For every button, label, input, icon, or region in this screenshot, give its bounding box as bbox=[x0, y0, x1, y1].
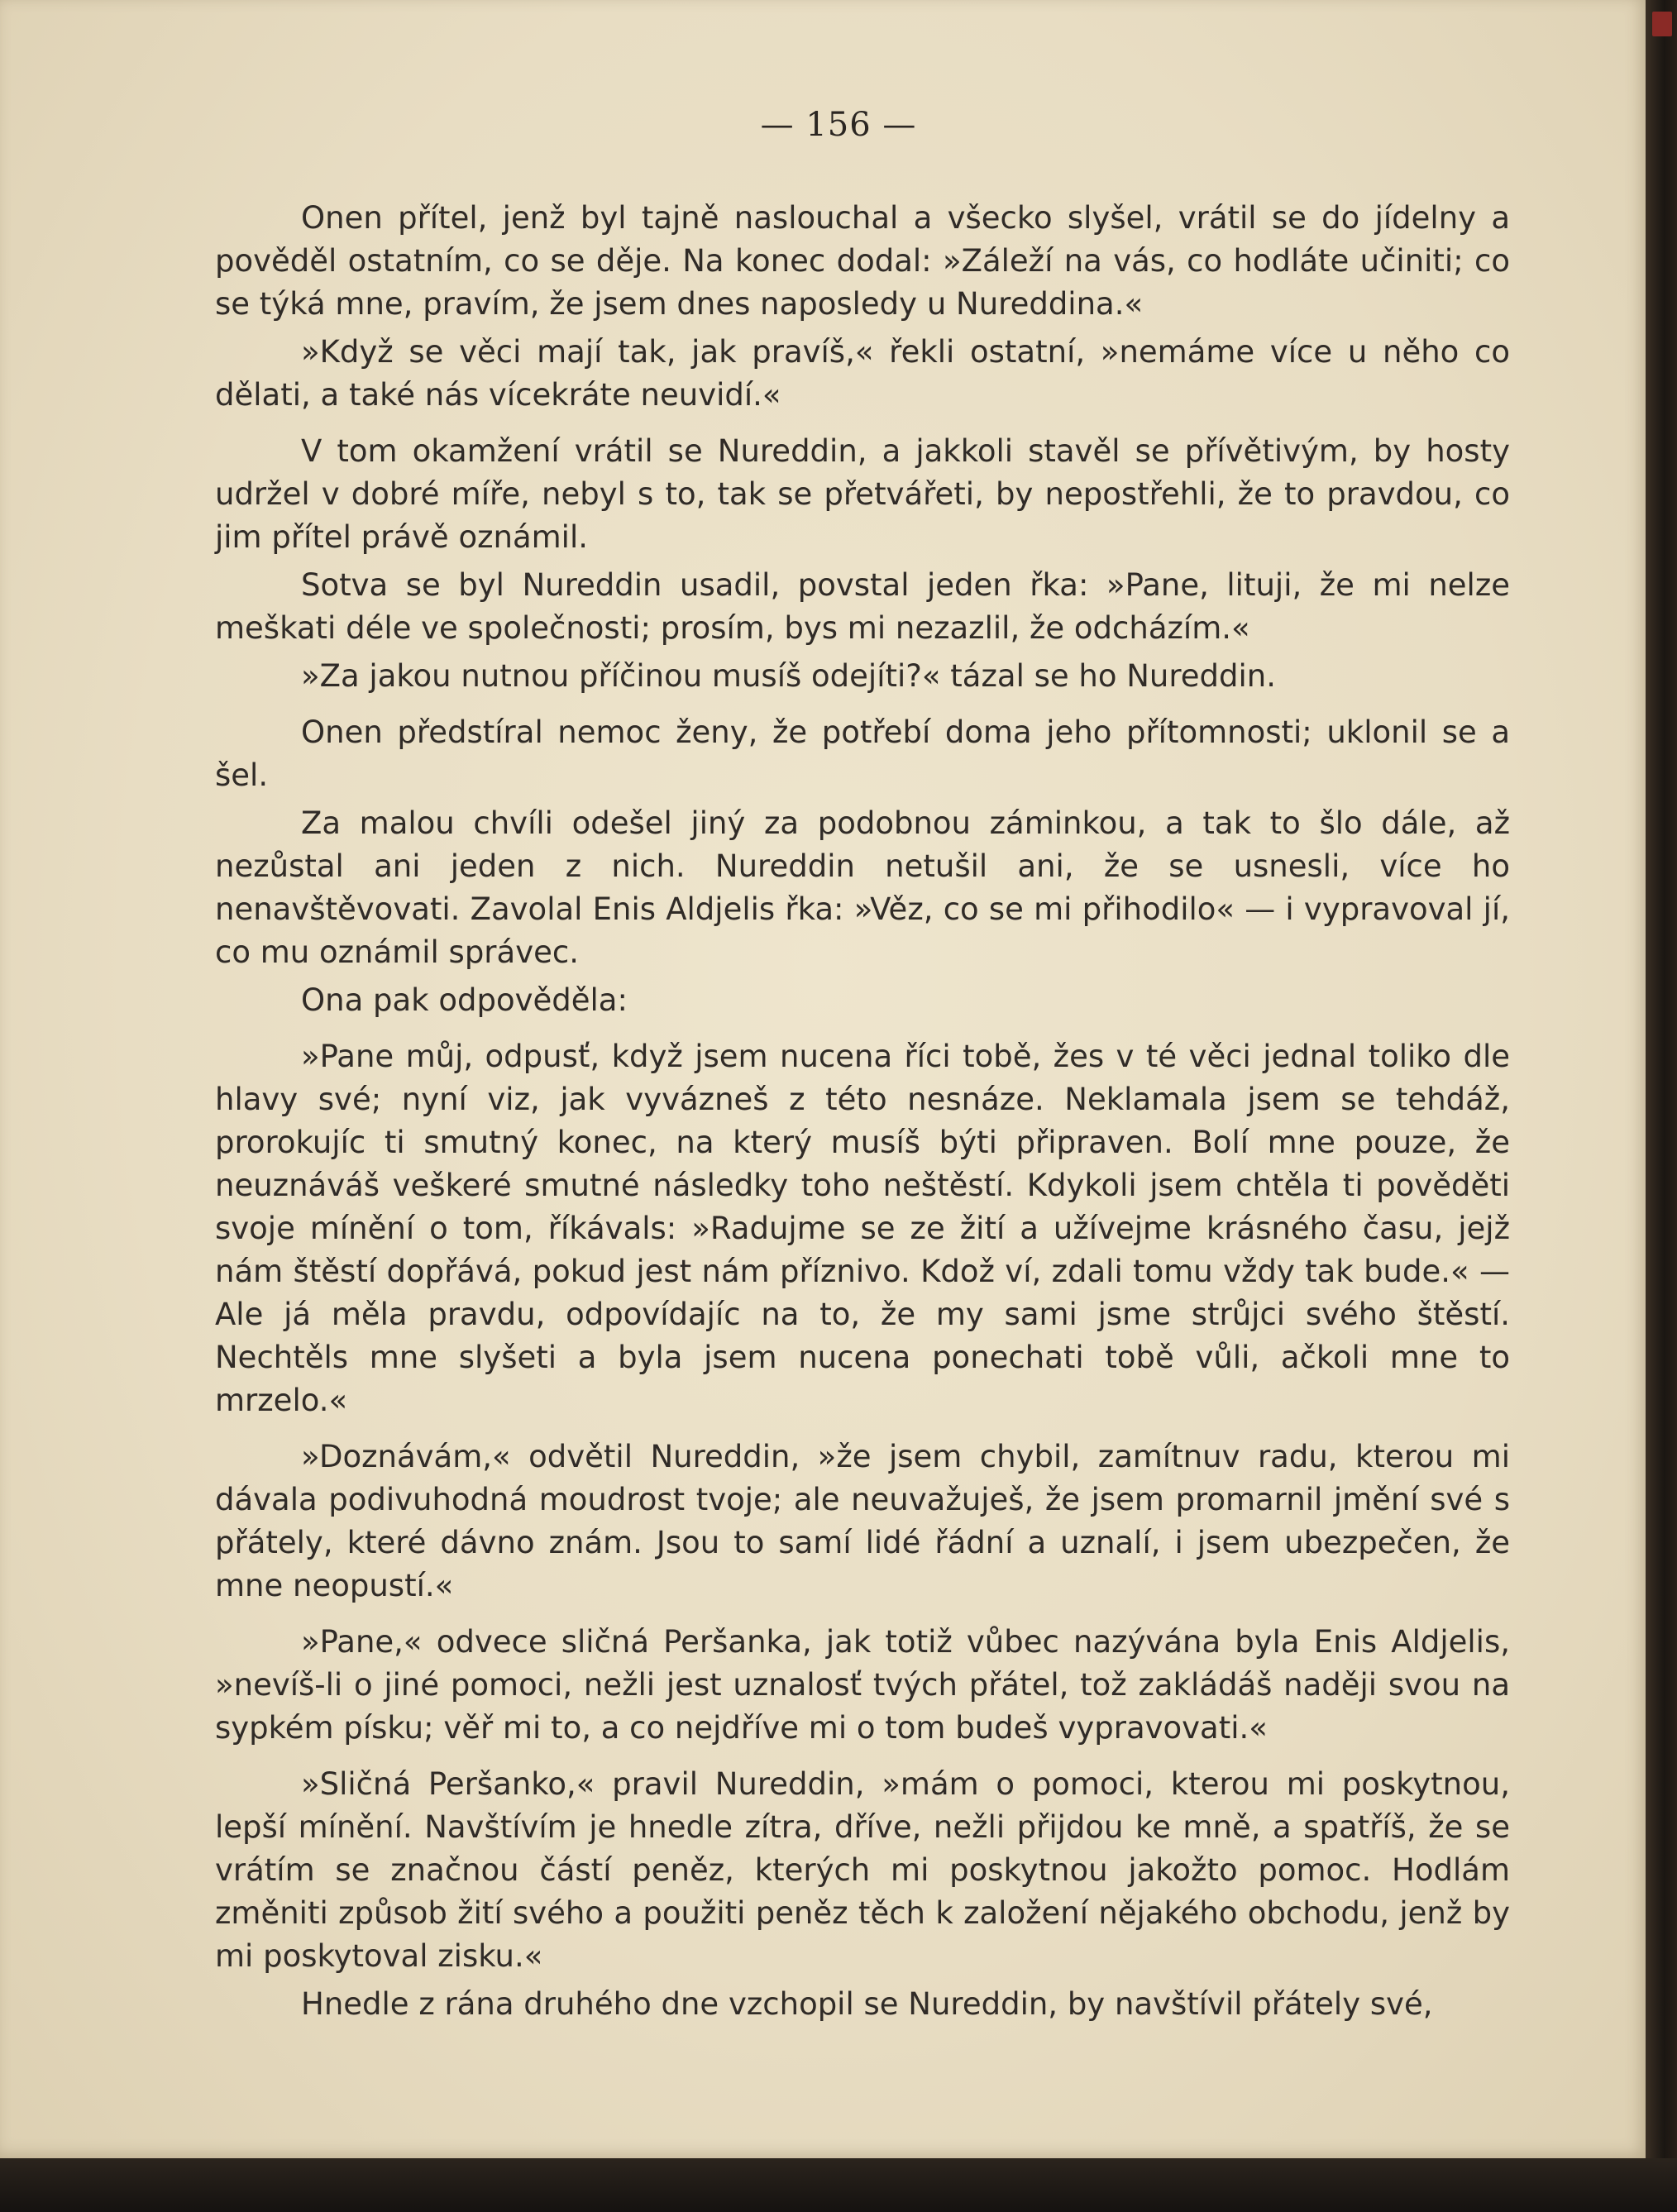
paragraph: »Doznávám,« odvětil Nureddin, »že jsem chybil, zamítnuv radu, kterou mi dávala podivuhodná moudrost tvoje; ale neuvažuješ, že jsem promarnil jmění své s přátely, které dávno znám. Jsou to samí lidé řádní a uznalí, i jsem ubezpečen, že mne neopustí.« bbox=[215, 1439, 1510, 1603]
page-number: — 156 — bbox=[760, 106, 917, 144]
paragraph: »Za jakou nutnou příčinou musíš odejíti?« tázal se ho Nureddin. bbox=[301, 658, 1277, 694]
page-edge-right bbox=[1646, 0, 1677, 2212]
paragraph: Sotva se byl Nureddin usadil, povstal jeden řka: »Pane, lituji, že mi nelze meškati déle ve společnosti; prosím, bys mi nezazlil, že odcházím.« bbox=[215, 567, 1510, 646]
page-edge-bottom bbox=[0, 2158, 1677, 2212]
paragraph: Ona pak odpověděla: bbox=[301, 982, 628, 1018]
paragraph: »Sličná Peršanko,« pravil Nureddin, »mám o pomoci, kterou mi poskytnou, lepší mínění. Navštívím je hnedle zítra, dříve, nežli přijdou ke mně, a spatříš, že se vrátím se značnou částí peněz, kterých mi poskytnou jakožto pomoc. Hodlám změniti způsob žití svého a použiti peněz těch k založení nějakého obchodu, jenž by mi poskytoval zisku.« bbox=[215, 1766, 1510, 1974]
paragraph: »Pane,« odvece sličná Peršanka, jak totiž vůbec nazývána byla Enis Aldjelis, »nevíš-li o jiné pomoci, nežli jest uznalosť tvých přátel, tož zakládáš naději svou na sypkém písku; věř mi to, a co nejdříve mi o tom budeš vypravovati.« bbox=[215, 1624, 1510, 1746]
paragraph: »Pane můj, odpusť, když jsem nucena říci tobě, žes v té věci jednal toliko dle hlavy své; nyní viz, jak vyvázneš z této nesnáze. Neklamala jsem se tehdáž, prorokujíc ti smutný konec, na který musíš býti připraven. Bolí mne pouze, že neuznáváš veškeré smutné následky toho neštěstí. Kdykoli jsem chtěla ti pověděti svoje mínění o tom, říkávals: »Radujme se ze žití a užívejme krásného času, jejž nám štěstí dopřává, pokud jest nám příznivo. Kdož ví, zdali tomu vždy tak bude.« — Ale já měla pravdu, odpovídajíc na to, že my sami jsme strůjci svého štěstí. Nechtěls mne slyšeti a byla jsem nucena ponechati tobě vůli, ačkoli mne to mrzelo.« bbox=[215, 1039, 1510, 1418]
paragraph: Hnedle z rána druhého dne vzchopil se Nureddin, by navštívil přátely své, bbox=[301, 1986, 1433, 2022]
body-text bbox=[215, 197, 1510, 2026]
paragraph: »Když se věci mají tak, jak pravíš,« řekli ostatní, »nemáme více u něho co dělati, a také nás vícekráte neuvidí.« bbox=[215, 334, 1510, 413]
paragraph: V tom okamžení vrátil se Nureddin, a jakkoli stavěl se přívětivým, by hosty udržel v dobré míře, nebyl s to, tak se přetvářeti, by nepostřehli, že to pravdou, co jim přítel právě oznámil. bbox=[215, 433, 1510, 555]
paragraph: Onen přítel, jenž byl tajně naslouchal a všecko slyšel, vrátil se do jídelny a pověděl ostatním, co se děje. Na konec dodal: »Záleží na vás, co hodláte učiniti; co se týká mne, pravím, že jsem dnes naposledy u Nureddina.« bbox=[215, 200, 1510, 322]
paragraph: Onen předstíral nemoc ženy, že potřebí doma jeho přítomnosti; uklonil se a šel. bbox=[215, 714, 1510, 793]
bookmark-tab bbox=[1652, 12, 1672, 36]
paragraph: Za malou chvíli odešel jiný za podobnou záminkou, a tak to šlo dále, až nezůstal ani jeden z nich. Nureddin netušil ani, že se usnesli, více ho nenavštěvovati. Zavolal Enis Aldjelis řka: »Věz, co se mi přihodilo« — i vypravoval jí, co mu oznámil správec. bbox=[215, 805, 1510, 970]
